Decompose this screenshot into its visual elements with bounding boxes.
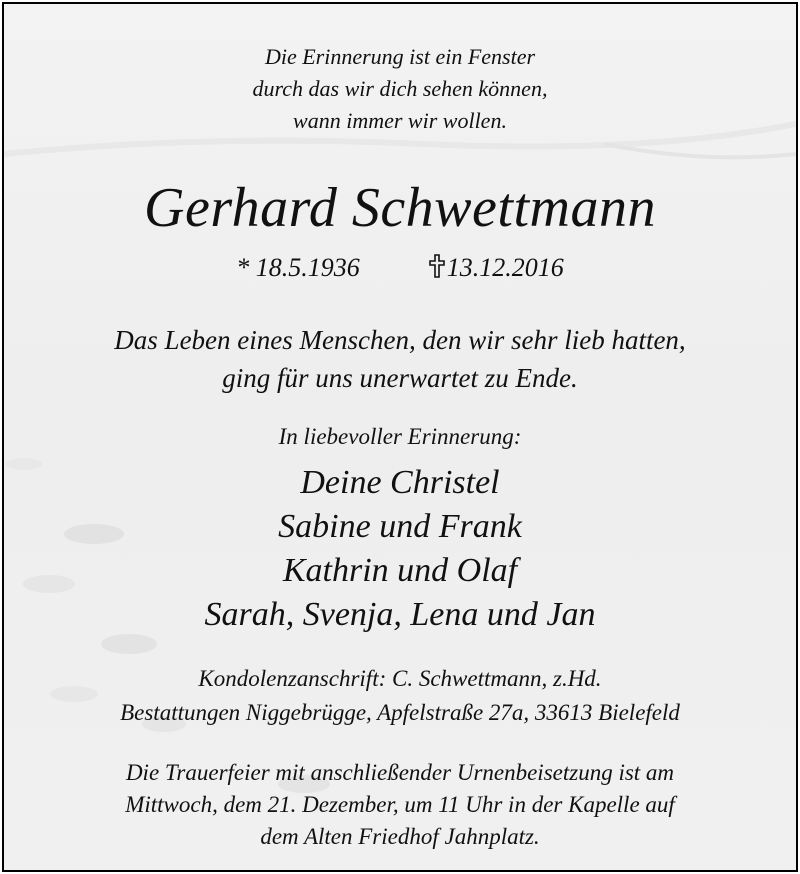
deceased-name: Gerhard Schwettmann (144, 177, 656, 239)
birth-date: * 18.5.1936 (236, 253, 360, 282)
family-line-4: Sarah, Svenja, Lena und Jan (204, 596, 596, 633)
ceremony-line-3: dem Alten Friedhof Jahnplatz. (260, 824, 540, 849)
death-date-group (429, 252, 564, 283)
poem-line-2: durch das wir dich sehen können, (252, 76, 548, 101)
cross-icon (429, 254, 445, 278)
statement-line-2: ging für uns unerwartet zu Ende. (222, 363, 578, 393)
family-line-1: Deine Christel (300, 464, 500, 501)
ceremony-line-1: Die Trauerfeier mit anschließender Urnenbeisetzung ist am (125, 760, 675, 785)
remembrance-intro: In liebevoller Erinnerung: (278, 424, 522, 449)
obituary-frame (2, 2, 798, 872)
address-line-2: Bestattungen Niggebrügge, Apfelstraße 27a, 33613 Bielefeld (120, 700, 680, 725)
family-line-2: Sabine und Frank (278, 508, 522, 545)
death-date: 13.12.2016 (446, 253, 564, 282)
poem-line-1: Die Erinnerung ist ein Fenster (264, 44, 536, 69)
address-line-1: Kondolenzanschrift: C. Schwettmann, z.Hd. (198, 666, 602, 691)
ceremony-line-2: Mittwoch, dem 21. Dezember, um 11 Uhr in der Kapelle auf (125, 792, 675, 817)
statement-line-1: Das Leben eines Menschen, den wir sehr lieb hatten, (114, 325, 686, 355)
life-dates (4, 252, 796, 283)
poem-line-3: wann immer wir wollen. (293, 108, 507, 133)
family-line-3: Kathrin und Olaf (282, 552, 518, 589)
